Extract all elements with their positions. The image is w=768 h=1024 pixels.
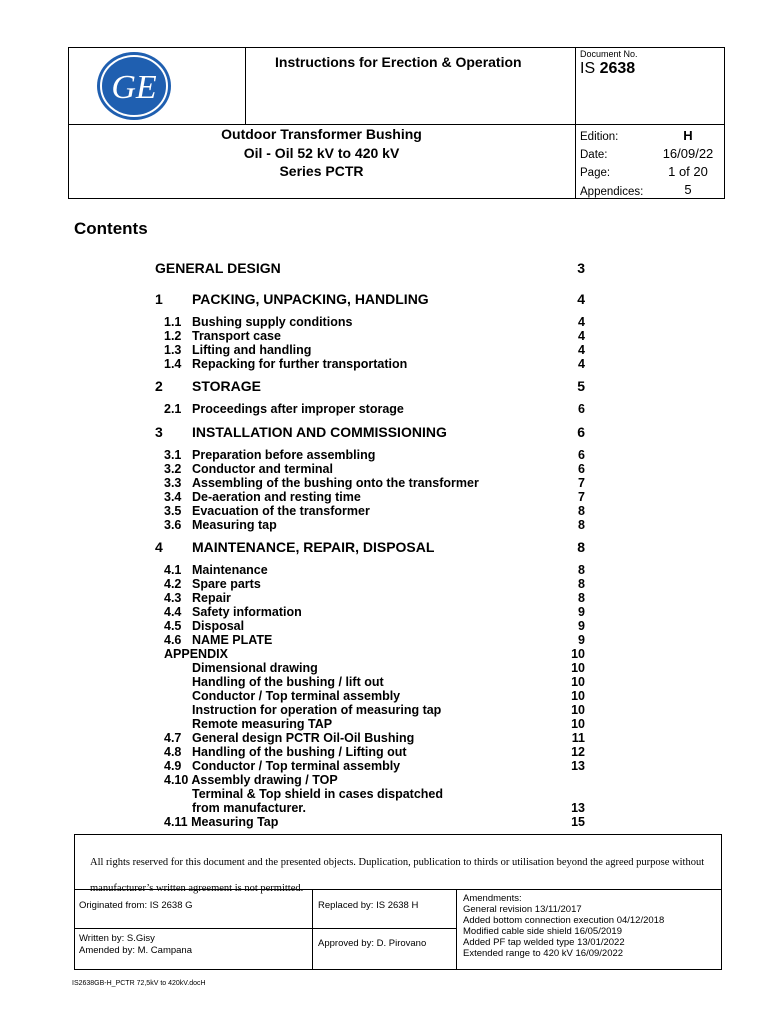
toc-entry-page: 15 [571,815,585,829]
toc-entry-page: 10 [571,703,585,717]
toc-entry-number: 3.3 [164,476,182,490]
toc-entry-title: NAME PLATE [192,633,273,647]
toc-entry-page: 10 [571,675,585,689]
written-by: Written by: S.Gisy [79,933,155,944]
toc-entry-title: GENERAL DESIGN [155,260,281,276]
toc-entry-page: 12 [571,745,585,759]
toc-entry-title: from manufacturer. [192,801,306,815]
document-footer [74,834,722,970]
toc-entry-page: 8 [578,518,585,532]
product-title-line2: Oil - Oil 52 kV to 420 kV [243,145,400,161]
toc-entry-page: 8 [578,577,585,591]
toc-entry-page: 4 [577,291,585,307]
toc-entry-title: PACKING, UNPACKING, HANDLING [192,291,429,307]
toc-entry-page: 6 [577,424,585,440]
document-number-prefix: IS [580,60,596,77]
toc-entry-number: 1 [155,291,163,307]
toc-entry-number: 3.5 [164,504,182,518]
toc-entry-title: Transport case [192,329,281,343]
toc-entry-number: 3.4 [164,490,182,504]
document-header-table [68,47,725,199]
toc-entry-number: 3.1 [164,448,182,462]
toc-entry-number: 4.4 [164,605,182,619]
toc-entry-page: 9 [578,619,585,633]
toc-entry-number: 3.6 [164,518,182,532]
toc-entry-title: Conductor / Top terminal assembly [192,689,401,703]
toc-entry-title: Repair [192,591,231,605]
toc-entry-page: 11 [571,731,585,745]
toc-entry-title: Terminal & Top shield in cases dispatched [192,787,443,801]
toc-entry-page: 10 [571,647,585,661]
toc-entry-number: 4.8 [164,745,182,759]
toc-entry-title: General design PCTR Oil-Oil Bushing [192,731,415,745]
amendment-item: Modified cable side shield 16/05/2019 [463,926,622,937]
toc-entry-page: 4 [578,329,585,343]
toc-entry-title: Conductor / Top terminal assembly [192,759,401,773]
toc-entry-number: 4.3 [164,591,182,605]
toc-entry-title: Handling of the bushing / lift out [192,675,384,689]
toc-entry-number: 1.3 [164,343,182,357]
page-label: Page: [580,167,611,179]
toc-entry-title: Disposal [192,619,245,633]
toc-entry-title: Measuring tap [192,518,277,532]
table-of-contents [155,260,585,835]
toc-entry-page: 9 [578,605,585,619]
toc-entry-title: 4.10 Assembly drawing / TOP [164,773,338,787]
toc-entry-title: STORAGE [192,378,261,394]
edition-label: Edition: [580,131,619,143]
toc-entry-number: 4.6 [164,633,182,647]
amended-by: Amended by: M. Campana [79,945,193,956]
edition-value: H [683,128,693,143]
contents-heading: Contents [74,219,148,238]
toc-entry-title: Remote measuring TAP [192,717,333,731]
document-type-title: Instructions for Erection & Operation [275,54,522,70]
toc-entry-page: 6 [578,448,585,462]
amendment-item: Added bottom connection execution 04/12/2018 [463,915,665,926]
toc-entry-page: 8 [578,563,585,577]
toc-entry-title: Dimensional drawing [192,661,318,675]
product-title-line1: Outdoor Transformer Bushing [221,126,422,142]
toc-entry-title: INSTALLATION AND COMMISSIONING [192,424,447,440]
toc-entry-page: 9 [578,633,585,647]
document-number-value: 2638 [599,60,636,77]
toc-entry-number: 4.7 [164,731,182,745]
toc-entry-page: 13 [571,759,585,773]
toc-entry-title: Spare parts [192,577,261,591]
toc-entry-page: 7 [578,476,585,490]
toc-entry-number: 1.4 [164,357,182,371]
toc-entry-title: Safety information [192,605,302,619]
ge-logo-text: GE [111,69,157,106]
toc-entry-number: 4.5 [164,619,182,633]
toc-entry-page: 10 [571,689,585,703]
toc-entry-title: Repacking for further transportation [192,357,408,371]
toc-entry-number: 4 [155,539,163,555]
toc-entry-page: 5 [577,378,585,394]
file-name: IS2638GB-H_PCTR 72,5kV to 420kV.docH [72,980,206,987]
toc-entry-page: 8 [578,591,585,605]
toc-entry-title: Conductor and terminal [192,462,333,476]
amendment-item: General revision 13/11/2017 [463,904,582,915]
toc-entry-title: Instruction for operation of measuring tap [192,703,442,717]
toc-entry-title: Proceedings after improper storage [192,402,404,416]
toc-entry-title: Lifting and handling [192,343,312,357]
appendices-value: 5 [684,182,692,197]
originated-from: Originated from: IS 2638 G [79,900,193,911]
rights-notice: All rights reserved for this document and the presented objects. Duplication, publication to thirds or utilisation beyond the agreed purpose without manufacturer’s written agreement is not permitted. [90,857,705,894]
amendment-item: Added PF tap welded type 13/01/2022 [463,937,625,948]
appendices-label: Appendices: [580,186,644,198]
toc-entry-page: 8 [577,539,585,555]
toc-entry-page: 8 [578,504,585,518]
toc-entry-number: 4.2 [164,577,182,591]
replaced-by: Replaced by: IS 2638 H [318,900,419,911]
toc-entry-title: Evacuation of the transformer [192,504,370,518]
ge-logo [94,50,174,122]
document-number-label: Document No. [580,49,638,59]
toc-entry-number: 3 [155,424,163,440]
toc-entry-number: 1.1 [164,315,182,329]
toc-entry-number: 4.9 [164,759,182,773]
toc-entry-page: 7 [578,490,585,504]
toc-entry-page: 6 [578,402,585,416]
approved-by: Approved by: D. Pirovano [318,938,427,949]
toc-entry-page: 10 [571,717,585,731]
toc-entry-page: 4 [578,343,585,357]
document-number [580,60,635,78]
toc-entry-title: Assembling of the bushing onto the transformer [192,476,479,490]
toc-entry-number: 3.2 [164,462,182,476]
page-value: 1 of 20 [668,164,708,179]
toc-entry-title: De-aeration and resting time [192,490,361,504]
amendment-item: Extended range to 420 kV 16/09/2022 [463,948,624,959]
toc-entry-number: 4.1 [164,563,182,577]
date-label: Date: [580,149,608,161]
toc-entry-title: 4.11 Measuring Tap [164,815,279,829]
toc-entry-number: 1.2 [164,329,182,343]
toc-entry-number: 2.1 [164,402,182,416]
toc-entry-page: 10 [571,661,585,675]
toc-entry-page: 6 [578,462,585,476]
toc-entry-title: APPENDIX [164,647,228,661]
date-value: 16/09/22 [662,146,714,161]
toc-entry-number: 2 [155,378,163,394]
toc-entry-page: 3 [577,260,585,276]
toc-entry-title: Handling of the bushing / Lifting out [192,745,407,759]
toc-entry-title: Preparation before assembling [192,448,376,462]
toc-entry-title: MAINTENANCE, REPAIR, DISPOSAL [192,539,435,555]
toc-entry-title: Maintenance [192,563,268,577]
toc-entry-title: Bushing supply conditions [192,315,353,329]
amendments-label: Amendments: [463,893,522,904]
toc-entry-page: 4 [578,357,585,371]
product-title-line3: Series PCTR [279,163,364,179]
toc-entry-page: 4 [578,315,585,329]
toc-entry-page: 13 [571,801,585,815]
